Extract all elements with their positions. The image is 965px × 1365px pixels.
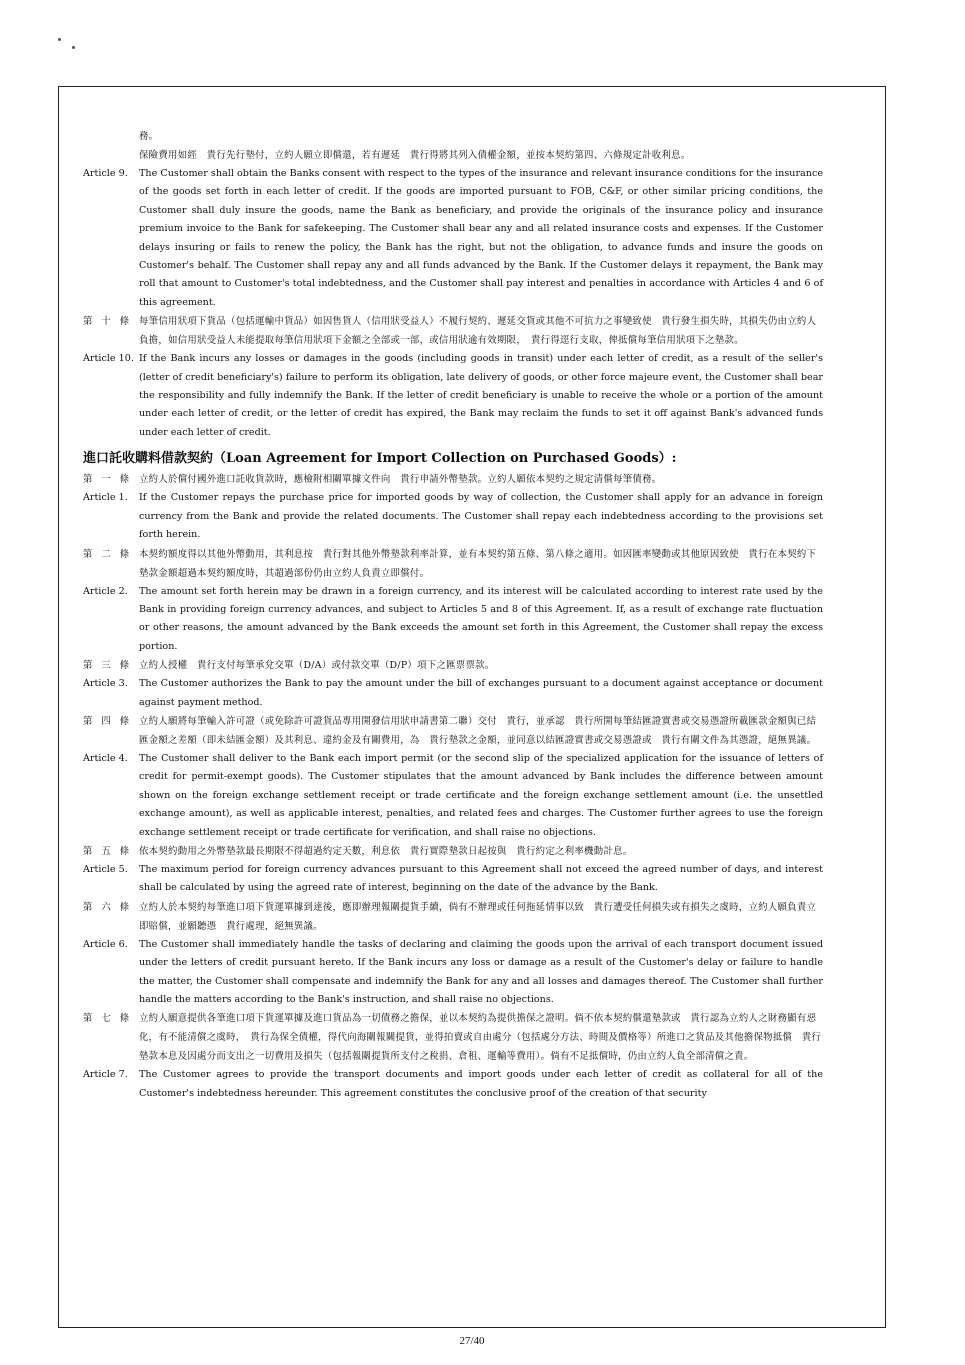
clause-text: 立約人授權 貴行支付每筆承兌交單（D/A）或付款交單（D/P）項下之匯票票款。 — [139, 660, 495, 672]
chinese-clause — [83, 656, 823, 675]
clause-text: 立約人於償付國外進口託收貨款時，應檢附相關單據文件向 貴行申請外幣墊款。立約人願依本契約之規定清償每筆債務。 — [139, 474, 662, 486]
clause-label: 第 十 條 — [83, 316, 133, 328]
clause-text: 保險費用如經 貴行先行墊付，立約人願立即償還，若有遲延 貴行得將其列入債權金額，並按本契約第四、六條規定計收利息。 — [139, 150, 691, 161]
clause-text: The amount set forth herein may be drawn in a foreign currency, and its interest will be calculated according to interest rate used by the Bank in providing foreign currency advances, and subject to Articles 5 and 8 of this Agreement. If, as a result of exchange rate fluctuation or other reasons, the amount advanced by the Bank exceeds the amount set forth in this Agreement, the Customer shall repay the excess portion. — [139, 585, 823, 652]
clause-label: 第 六 條 — [83, 901, 133, 913]
english-clause — [83, 675, 823, 712]
clause-text: 立約人於本契約每筆進口項下貨運單據到達後，應即辦理報關提貨手續，倘有不辦理或任何拖延情事以致 貴行遭受任何損失或有損失之虞時，立約人願負責立即賠償，並願聽憑 貴行處理，絕無異議。 — [139, 901, 817, 932]
chinese-clause — [139, 127, 823, 146]
clause-label: Article 5. — [83, 863, 128, 875]
clause-label: 第 五 條 — [83, 845, 133, 857]
page-number: 27/40 — [459, 1335, 485, 1347]
chinese-clause — [83, 545, 823, 583]
clause-text: 立約人願將每筆輸入許可證（或免除許可證貨品專用開發信用狀申請書第二聯）交付 貴行，並承認 貴行所開每筆結匯證實書或交易憑證所載匯款金額與已結匯金額之差額（即未結匯金額）及其利息、違約金及有關費用，為 貴行墊款之金額，並同意以結匯證實書或交易憑證或 貴行有關文件為其憑證，絕無異議。 — [139, 715, 817, 746]
chinese-clause — [83, 470, 823, 489]
chinese-clause — [139, 146, 823, 165]
clause-text: 依本契約動用之外幣墊款最長期限不得超過約定天數，利息依 貴行實際墊款日起按與 貴行約定之利率機動計息。 — [139, 845, 633, 857]
clause-label: 第 七 條 — [83, 1013, 133, 1025]
clause-label: 第 四 條 — [83, 715, 133, 727]
english-clause — [83, 165, 823, 312]
clause-text: The Customer shall obtain the Banks consent with respect to the types of the insurance and relevant insurance conditions for the insurance of the goods set forth in each letter of credit. If the goods are imported pursuant to FOB, C&F, or other similar pricing conditions, the Customer shall duly insure the goods, name the Bank as beneficiary, and provide the originals of the insurance policy and insurance premium invoice to the Bank for safekeeping. The Customer shall bear any and all related insurance costs and expenses. If the Customer delays insuring or fails to renew the policy, the Bank has the right, but not the obligation, to advance funds and insure the goods on Customer's behalf. The Customer shall repay any and all funds advanced by the Bank. If the Customer delays it repayment, the Bank may roll that amount to Customer's total indebtedness, and the Customer shall pay interest and penalties in accordance with Articles 4 and 6 of this agreement. — [139, 168, 823, 308]
chinese-clause — [83, 898, 823, 936]
clause-text: 每筆信用狀項下貨品（包括運輸中貨品）如因售貨人（信用狀受益人）不履行契約、遲延交貨或其他不可抗力之事變致使 貴行發生損失時，其損失仍由立約人負擔，如信用狀受益人未能提取每筆信用狀項下金額之全部或一部，或信用狀逾有效期限， 貴行得逕行支取，俾抵償每筆信用狀項下之墊款。 — [139, 316, 817, 347]
clause-label: Article 3. — [83, 678, 128, 690]
clause-label: Article 2. — [83, 585, 128, 597]
clause-text: 本契約額度得以其他外幣動用，其利息按 貴行對其他外幣墊款利率計算，並有本契約第五條、第八條之適用。如因匯率變動或其他原因致使 貴行在本契約下墊款金額超過本契約額度時，其超過部份仍由立約人負責立即償付。 — [139, 548, 817, 579]
clause-label: 第 一 條 — [83, 474, 133, 486]
section-heading: 進口託收購料借款契約（Loan Agreement for Import Collection on Purchased Goods）: — [83, 451, 677, 467]
clause-label: Article 9. — [83, 168, 128, 179]
chinese-clause — [83, 842, 823, 861]
scan-speck — [58, 38, 61, 41]
chinese-clause — [83, 312, 823, 350]
clause-text: The Customer authorizes the Bank to pay the amount under the bill of exchanges pursuant to a document against acceptance or document against payment method. — [139, 678, 823, 708]
english-clause — [83, 1066, 823, 1103]
english-clause — [83, 489, 823, 544]
clause-label: Article 1. — [83, 492, 128, 504]
chinese-clause — [83, 712, 823, 750]
english-clause — [83, 583, 823, 657]
clause-text: The maximum period for foreign currency advances pursuant to this Agreement shall not exceed the agreed number of days, and interest shall be calculated by using the agreed rate of interest, beginning on the date of the advance by the Bank. — [139, 863, 823, 894]
english-clause — [83, 750, 823, 842]
chinese-clause — [83, 1009, 823, 1066]
english-clause — [83, 350, 823, 442]
english-clause — [83, 936, 823, 1010]
clause-text: 務。 — [139, 131, 159, 142]
clause-label: 第 三 條 — [83, 660, 133, 672]
clause-label: Article 4. — [83, 752, 128, 764]
clause-label: 第 二 條 — [83, 548, 133, 560]
clause-text: The Customer agrees to provide the transport documents and import goods under each letter of credit as collateral for all of the Customer's indebtedness hereunder. This agreement constitutes the conclusive proof of the creation of that security — [139, 1069, 823, 1099]
clause-text: If the Bank incurs any losses or damages in the goods (including goods in transit) under each letter of credit, as a result of the seller's (letter of credit beneficiary's) failure to perform its obligation, late delivery of goods, or other force majeure event, the Customer shall bear the responsibility and fully indemnify the Bank. If the letter of credit beneficiary is unable to receive the whole or a portion of the amount under each letter of credit, or the letter of credit has expired, the Bank may reclaim the funds to set it off against Bank's advanced funds under each letter of credit. — [139, 353, 823, 438]
clause-text: If the Customer repays the purchase price for imported goods by way of collection, the Customer shall apply for an advance in foreign currency from the Bank and provide the related documents. The Customer shall repay each indebtedness according to the provisions set forth herein. — [139, 492, 823, 541]
clause-label — [83, 146, 139, 165]
document-body — [83, 127, 823, 1103]
scan-speck — [72, 46, 75, 49]
english-clause — [83, 861, 823, 898]
clause-text: The Customer shall deliver to the Bank each import permit (or the second slip of the specialized application for the issuance of letters of credit for permit-exempt goods). The Customer stipulates that the amount advanced by Bank includes the difference between amount shown on the foreign exchange settlement receipt or trade certificate and the foreign exchange settlement amount (i.e. the unsettled exchange amount), as well as applicable interest, penalties, and related fees and charges. The Customer further agrees to use the foreign exchange settlement receipt or trade certificate for verification, and shall raise no objections. — [139, 752, 823, 838]
page-frame — [58, 86, 886, 1347]
clause-label: Article 10. — [83, 353, 134, 365]
clause-label: Article 7. — [83, 1069, 128, 1081]
clause-text: 立約人願意提供各筆進口項下貨運單據及進口貨品為一切債務之擔保，並以本契約為提供擔保之證明。倘不依本契約償還墊款或 貴行認為立約人之財務顯有惡化，有不能清償之虞時， 貴行為保全債權，得代向海關報關提貨，並得拍賣或自由處分（包括處分方法、時間及價格等）所進口之貨品及其他擔保物抵償 貴行墊款本息及因處分而支出之一切費用及損失（包括報關提貨所支付之稅捐、倉租、運輸等費用）。倘有不足抵償時，仍由立約人負全部清償之責。 — [139, 1013, 822, 1063]
clause-label — [83, 127, 139, 146]
clause-label: Article 6. — [83, 938, 128, 950]
clause-text: The Customer shall immediately handle the tasks of declaring and claiming the goods upon the arrival of each transport document issued under the letters of credit pursuant hereto. If the Bank incurs any loss or damage as a result of the Customer's delay or failure to handle the matter, the Customer shall compensate and indemnify the Bank for any and all losses and damages thereof. The Customer shall further handle the matters according to the Bank's instruction, and shall raise no objections. — [139, 938, 823, 1005]
